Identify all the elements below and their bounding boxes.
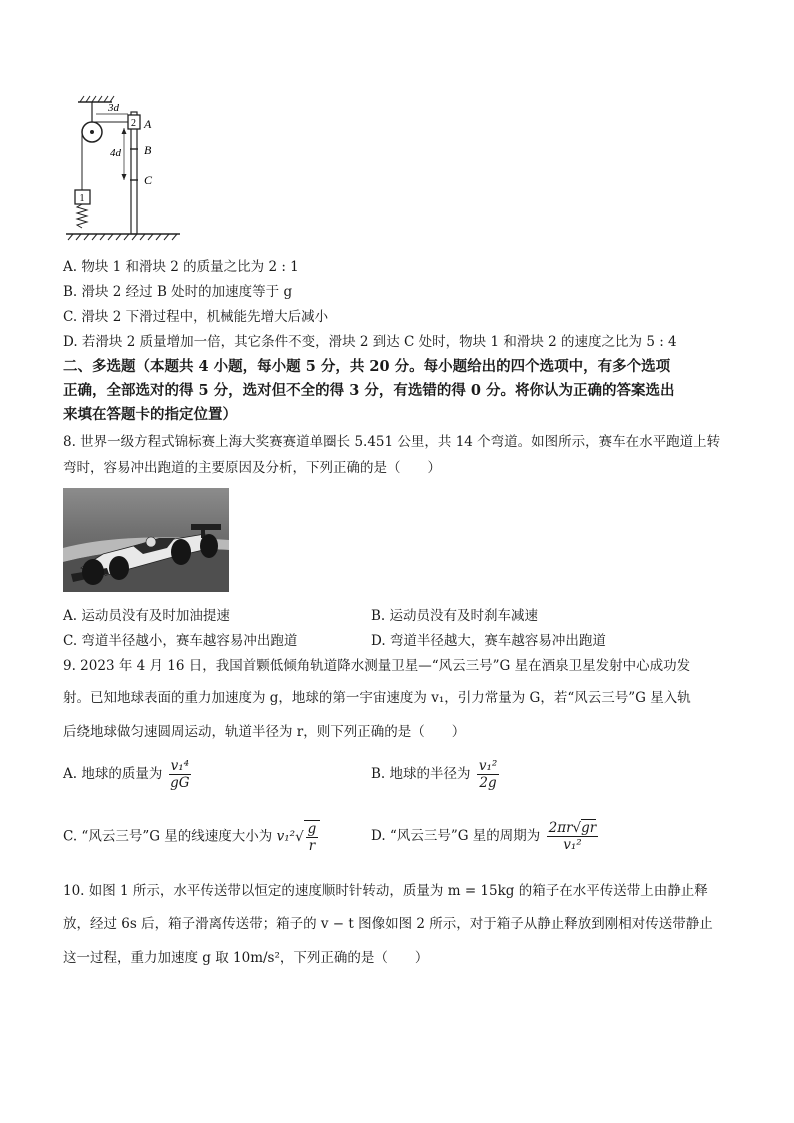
label-A: A [144, 117, 152, 131]
q7-option-a: A. 物块 1 和滑块 2 的质量之比为 2 : 1 [63, 259, 299, 275]
q9-stem-line3: 后绕地球做匀速圆周运动，轨道半径为 r，则下列正确的是（ ） [63, 724, 466, 740]
label-B: B [144, 143, 152, 157]
section2-line2: 正确，全部选对的得 5 分，选对但不全的得 3 分，有选错的得 0 分。将你认为正确的答案选出 [63, 382, 675, 399]
q9-stem-line2: 射。已知地球表面的重力加速度为 g，地球的第一宇宙速度为 v₁，引力常量为 G，若“风云三号”G 星入轨 [63, 690, 691, 706]
pulley-figure [60, 92, 230, 242]
q9-option-a-text: A. 地球的质量为 [63, 766, 163, 782]
q8-stem-line1: 8. 世界一级方程式锦标赛上海大奖赛赛道单圈长 5.451 公里，共 14 个弯道。如图所示，赛车在水平跑道上转 [63, 434, 721, 450]
q9-stem-line1: 9. 2023 年 4 月 16 日，我国首颗低倾角轨道降水测量卫星—“风云三号”G 星在酒泉卫星发射中心成功发 [63, 658, 691, 674]
q9-option-c-sqrt: √ $\frac{g}{r}$ [295, 820, 320, 854]
q9-option-b [371, 758, 499, 791]
label-3d: 3d [108, 102, 119, 114]
q9-option-d-fraction: $\frac{2\pi r√gr}{\text{v₁²}}$ [548, 820, 597, 853]
block-1-label: 1 [79, 193, 85, 204]
q9-option-a [63, 758, 191, 791]
q10-stem-line2: 放，经过 6s 后，箱子滑离传送带；箱子的 v − t 图像如图 2 所示，对于箱子从静止释放到刚相对传送带静止 [63, 916, 713, 932]
q8-option-a: A. 运动员没有及时加油提速 [63, 608, 230, 624]
block-2-label: 2 [131, 118, 136, 129]
section2-line1: 二、多选题（本题共 4 小题，每小题 5 分，共 20 分。每小题给出的四个选项中，有多个选项 [63, 358, 671, 375]
q9-option-b-fraction: $\frac{\text{v₁²}}{2g}$ [478, 758, 498, 791]
section2-line3: 来填在答题卡的指定位置） [63, 406, 237, 423]
q8-option-b: B. 运动员没有及时刹车减速 [371, 608, 539, 624]
q9-option-c-text: C. “风云三号”G 星的线速度大小为 [63, 828, 273, 845]
q8-option-d: D. 弯道半径越大，赛车越容易冲出跑道 [371, 633, 606, 649]
q10-stem-line1: 10. 如图 1 所示，水平传送带以恒定的速度顺时针转动，质量为 m = 15kg 的箱子在水平传送带上由静止释 [63, 883, 708, 899]
q9-option-c [63, 820, 320, 854]
label-C: C [144, 173, 153, 187]
label-4d: 4d [110, 147, 121, 159]
q9-option-c-coef: v₁² [276, 828, 296, 845]
q9-option-d-text: D. “风云三号”G 星的周期为 [371, 828, 541, 844]
q10-stem-line3: 这一过程，重力加速度 g 取 10m/s²，下列正确的是（ ） [63, 950, 429, 966]
q7-option-b: B. 滑块 2 经过 B 处时的加速度等于 g [63, 284, 293, 300]
q8-option-c: C. 弯道半径越小，赛车越容易冲出跑道 [63, 633, 298, 649]
q7-option-d: D. 若滑块 2 质量增加一倍，其它条件不变，滑块 2 到达 C 处时，物块 1 和滑块 2 的速度之比为 5 : 4 [63, 334, 677, 350]
q9-option-a-fraction: $\frac{\text{v₁⁴}}{gG}$ [170, 758, 190, 791]
q7-option-c: C. 滑块 2 下滑过程中，机械能先增大后减小 [63, 309, 329, 325]
q8-stem-line2: 弯时，容易冲出跑道的主要原因及分析，下列正确的是（ ） [63, 460, 441, 476]
q9-option-d [371, 820, 598, 853]
q9-option-b-text: B. 地球的半径为 [371, 766, 471, 782]
race-car-photo [63, 488, 229, 592]
